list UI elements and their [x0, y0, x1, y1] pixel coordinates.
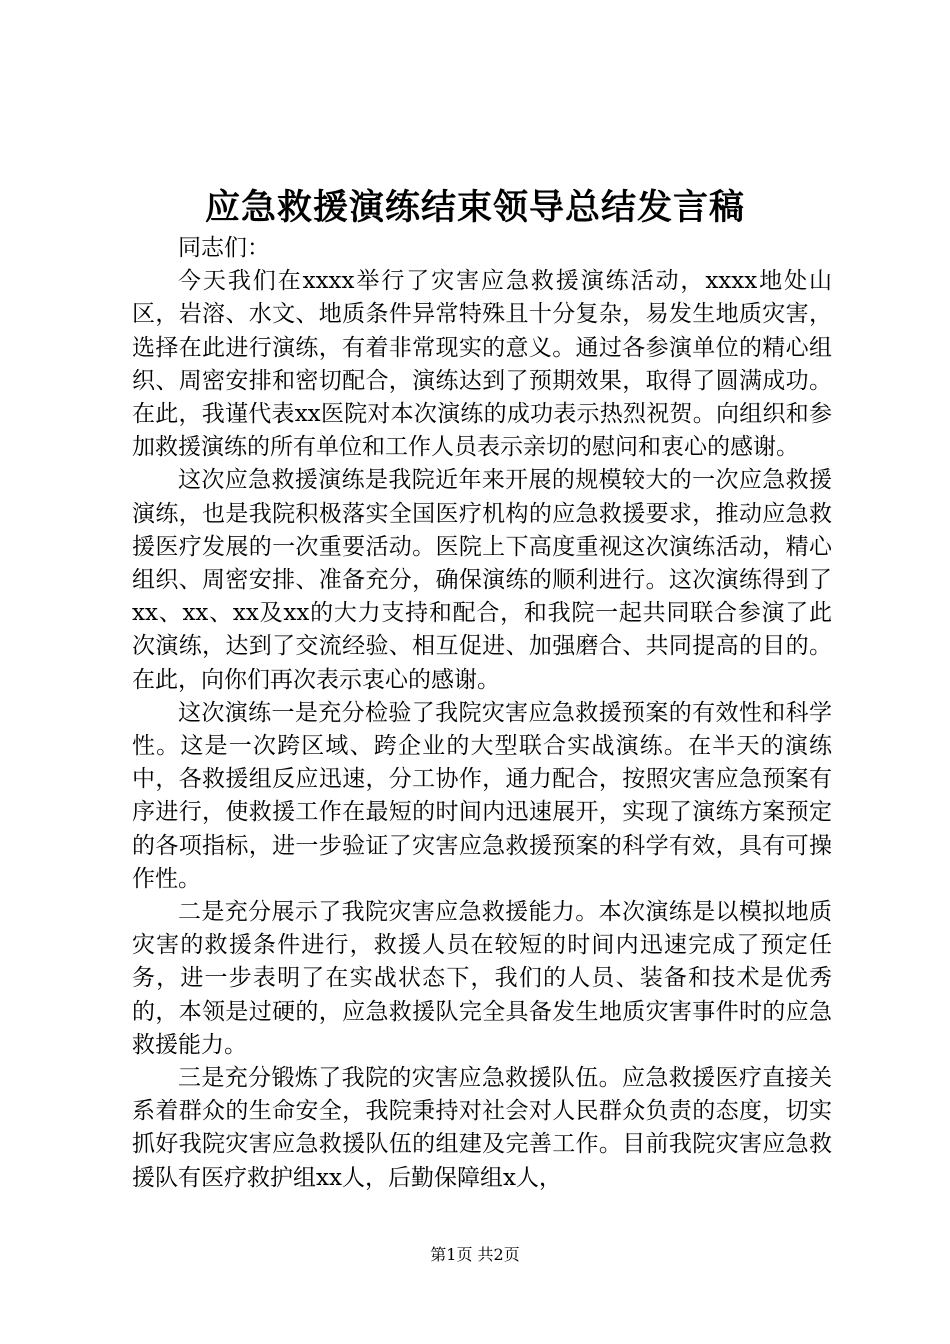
paragraph: 二是充分展示了我院灾害应急救援能力。本次演练是以模拟地质灾害的救援条件进行，救援人员在较短的时间内迅速完成了预定任务，进一步表明了在实战状态下，我们的人员、装备和技术是优秀的，本领是过硬的，应急救援队完全具备发生地质灾害事件时的应急救援能力。	[132, 899, 832, 1058]
paragraph: 这次应急救援演练是我院近年来开展的规模较大的一次应急救援演练，也是我院积极落实全国医疗机构的应急救援要求，推动应急救援医疗发展的一次重要活动。医院上下高度重视这次演练活动，精心组织、周密安排、准备充分，确保演练的顺利进行。这次演练得到了xx、xx、xx及xx的大力支持和配合，和我院一起共同联合参演了此次演练，达到了交流经验、相互促进、加强磨合、共同提高的目的。在此，向你们再次表示衷心的感谢。	[132, 467, 832, 693]
paragraph: 今天我们在xxxx举行了灾害应急救援演练活动，xxxx地处山区，岩溶、水文、地质条件异常特殊且十分复杂，易发生地质灾害，选择在此进行演练，有着非常现实的意义。通过各参演单位的精心组织、周密安排和密切配合，演练达到了预期效果，取得了圆满成功。在此，我谨代表xx医院对本次演练的成功表示热烈祝贺。向组织和参加救援演练的所有单位和工作人员表示亲切的慰问和衷心的感谢。	[132, 268, 832, 461]
document-body	[132, 232, 832, 1195]
document-title: 应急救援演练结束领导总结发言稿	[204, 187, 745, 228]
greeting: 同志们：	[178, 235, 270, 261]
paragraph: 三是充分锻炼了我院的灾害应急救援队伍。应急救援医疗直接关系着群众的生命安全，我院秉持对社会对人民群众负责的态度，切实抓好我院灾害应急救援队伍的组建及完善工作。目前我院灾害应急救援队有医疗救护组xx人，后勤保障组x人，	[132, 1065, 832, 1191]
page-number-footer: 第1页 共2页	[430, 1245, 520, 1264]
paragraph: 这次演练一是充分检验了我院灾害应急救援预案的有效性和科学性。这是一次跨区域、跨企业的大型联合实战演练。在半天的演练中，各救援组反应迅速，分工协作，通力配合，按照灾害应急预案有序进行，使救援工作在最短的时间内迅速展开，实现了演练方案预定的各项指标，进一步验证了灾害应急救援预案的科学有效，具有可操作性。	[132, 699, 832, 892]
